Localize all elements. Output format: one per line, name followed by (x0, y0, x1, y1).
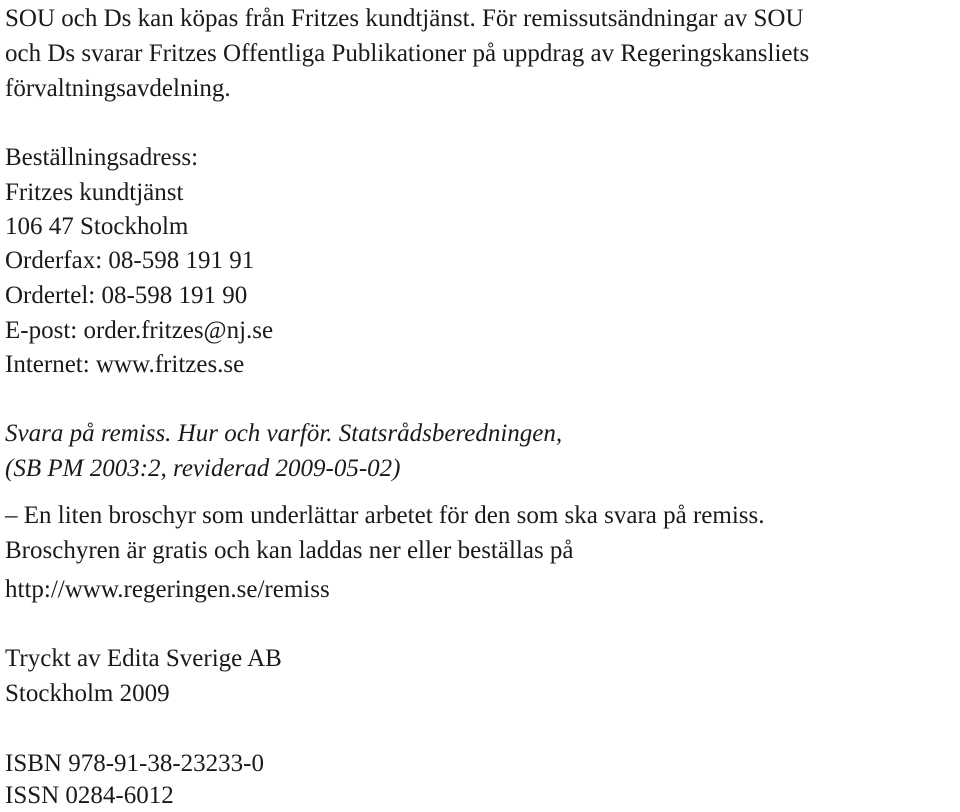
print-line-1: Tryckt av Edita Sverige AB (5, 645, 282, 672)
remiss-title-1: Svara på remiss. Hur och varför. Statsrådsberedningen, (5, 420, 563, 447)
order-fax: Orderfax: 08-598 191 91 (5, 247, 255, 274)
remiss-desc-2: Broschyren är gratis och kan laddas ner eller beställas på (5, 537, 574, 564)
order-email: E-post: order.fritzes@nj.se (5, 317, 274, 344)
isbn: ISBN 978-91-38-23233-0 (5, 750, 265, 777)
order-web: Internet: www.fritzes.se (5, 351, 245, 378)
print-line-2: Stockholm 2009 (5, 680, 170, 707)
intro-line-3: förvaltningsavdelning. (5, 75, 231, 102)
issn: ISSN 0284-6012 (5, 782, 174, 809)
order-city: 106 47 Stockholm (5, 213, 189, 240)
order-heading: Beställningsadress: (5, 144, 199, 171)
intro-line-2: och Ds svarar Fritzes Offentliga Publikationer på uppdrag av Regeringskansliets (5, 40, 810, 67)
remiss-desc-1: – En liten broschyr som underlättar arbetet för den som ska svara på remiss. (5, 502, 765, 529)
remiss-title-2: (SB PM 2003:2, reviderad 2009-05-02) (5, 455, 401, 482)
order-tel: Ordertel: 08-598 191 90 (5, 282, 248, 309)
remiss-url: http://www.regeringen.se/remiss (5, 576, 330, 603)
intro-line-1: SOU och Ds kan köpas från Fritzes kundtjänst. För remissutsändningar av SOU (5, 5, 804, 32)
order-name: Fritzes kundtjänst (5, 179, 184, 206)
